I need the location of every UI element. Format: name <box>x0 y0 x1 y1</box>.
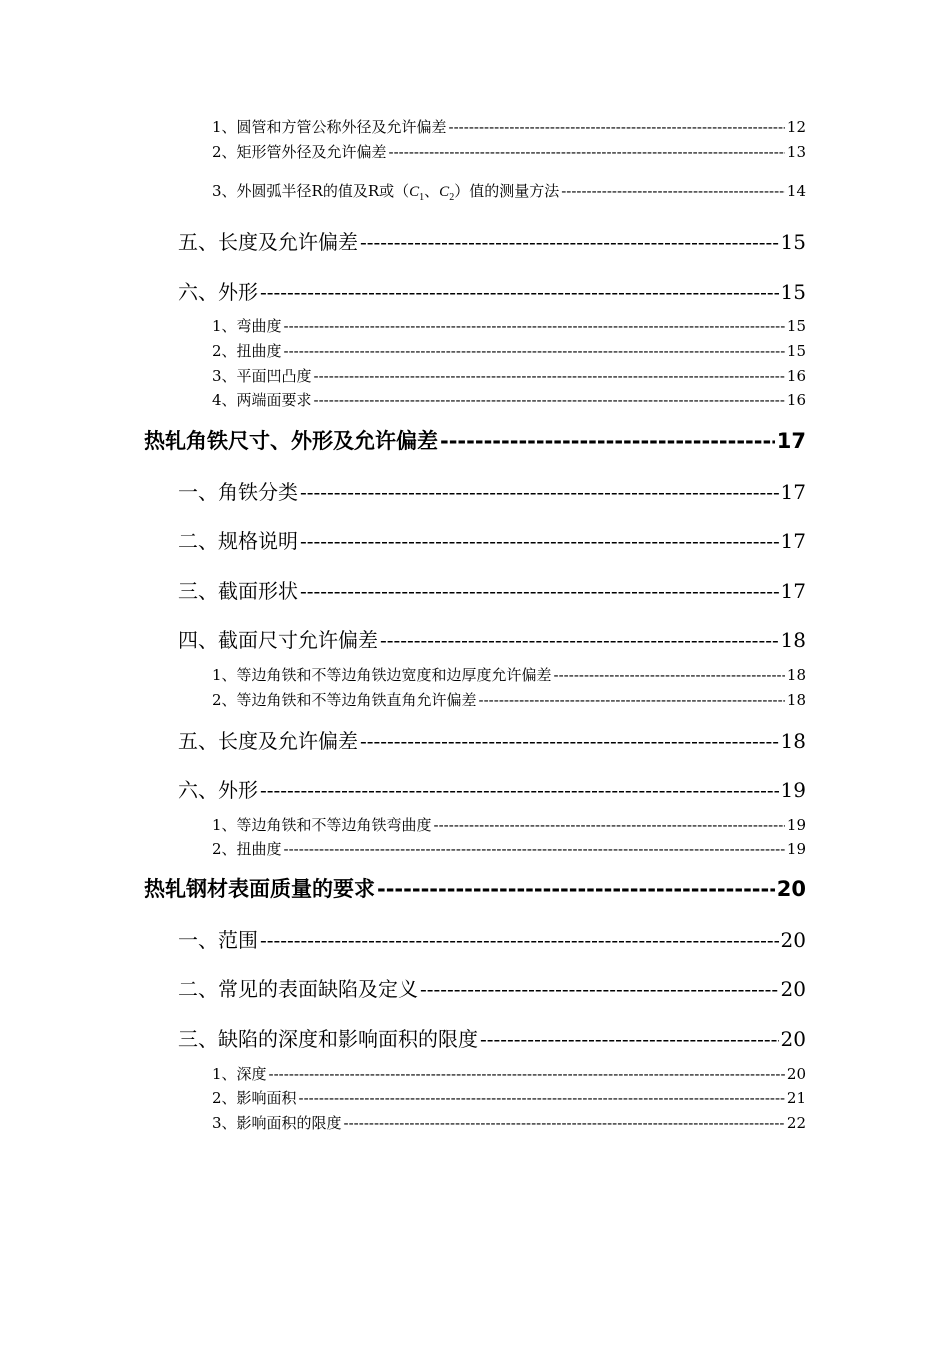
dot-leader <box>434 816 785 834</box>
dot-leader <box>314 391 785 409</box>
toc-entry-title: 1、圆管和方管公称外径及允许偏差 <box>212 118 447 136</box>
toc-entry-title: 五、长度及允许偏差 <box>178 729 358 753</box>
toc-entry-title: 四、截面尺寸允许偏差 <box>178 628 378 652</box>
formula-c1: C <box>409 184 420 200</box>
toc-entry-title: 2、等边角铁和不等边角铁直角允许偏差 <box>212 691 477 709</box>
formula-c2: C <box>439 184 450 200</box>
dot-leader <box>284 840 785 858</box>
toc-entry[interactable] <box>212 389 806 411</box>
toc-page-number: 19 <box>786 840 806 858</box>
toc-entry-title: 一、范围 <box>178 928 258 952</box>
toc-entry-title: 2、影响面积 <box>212 1089 297 1107</box>
toc-entry-title: 三、缺陷的深度和影响面积的限度 <box>178 1027 478 1051</box>
toc-entry[interactable] <box>178 575 806 605</box>
toc-page-number: 18 <box>786 691 806 709</box>
dot-leader <box>344 1114 785 1132</box>
toc-entry-title: 3、影响面积的限度 <box>212 1114 342 1132</box>
dot-leader <box>260 778 779 802</box>
toc-page-number: 16 <box>786 367 806 385</box>
dot-leader <box>479 691 785 709</box>
toc-entry-title: 六、外形 <box>178 778 258 802</box>
dot-leader <box>440 429 775 453</box>
toc-entry[interactable] <box>212 664 806 686</box>
dot-leader <box>360 729 779 753</box>
toc-entry-title: 五、长度及允许偏差 <box>178 230 358 254</box>
dot-leader <box>300 579 779 603</box>
toc-page-number: 12 <box>786 118 806 136</box>
toc-entry[interactable] <box>212 315 806 337</box>
toc-entry[interactable] <box>178 276 806 306</box>
dot-leader <box>260 280 779 304</box>
toc-page-number: 15 <box>786 317 806 335</box>
toc-entry[interactable] <box>178 924 806 954</box>
toc-page-number: 17 <box>780 579 806 603</box>
toc-entry[interactable] <box>212 340 806 362</box>
formula-sep: 、 <box>424 184 440 200</box>
toc-chapter-entry[interactable] <box>144 425 806 455</box>
toc-page-number: 20 <box>780 1027 806 1051</box>
formula-sub1: 1 <box>419 192 425 203</box>
toc-page-number: 18 <box>780 729 806 753</box>
toc-entry-title: 2、矩形管外径及允许偏差 <box>212 143 387 161</box>
toc-entry[interactable] <box>212 814 806 836</box>
toc-page-number: 13 <box>786 143 806 161</box>
dot-leader <box>300 529 779 553</box>
toc-entry-title: 2、扭曲度 <box>212 840 282 858</box>
toc-entry-title: 二、常见的表面缺陷及定义 <box>178 977 418 1001</box>
toc-entry[interactable] <box>178 973 806 1003</box>
dot-leader <box>380 628 779 652</box>
toc-entry-title: 1、深度 <box>212 1065 267 1083</box>
toc-page-number: 20 <box>780 977 806 1001</box>
formula-sub2: 2 <box>449 192 455 203</box>
dot-leader <box>300 480 779 504</box>
toc-page-number: 15 <box>780 280 806 304</box>
toc-page-number: 19 <box>786 816 806 834</box>
toc-chapter-title: 热轧钢材表面质量的要求 <box>144 877 375 901</box>
toc-page-number: 20 <box>786 1065 806 1083</box>
dot-leader <box>269 1065 785 1083</box>
toc-entry[interactable] <box>178 624 806 654</box>
toc-entry[interactable] <box>178 476 806 506</box>
toc-entry-title: 二、规格说明 <box>178 529 298 553</box>
toc-entry[interactable] <box>212 1063 806 1085</box>
toc-entry-title: 2、扭曲度 <box>212 342 282 360</box>
toc-entry[interactable] <box>212 141 806 163</box>
toc-page-number: 18 <box>780 628 806 652</box>
dot-leader <box>554 666 785 684</box>
toc-entry[interactable] <box>212 180 806 210</box>
toc-entry-title: 三、截面形状 <box>178 579 298 603</box>
toc-entry[interactable] <box>212 116 806 138</box>
dot-leader <box>260 928 779 952</box>
toc-page-number: 17 <box>780 529 806 553</box>
dot-leader <box>299 1089 785 1107</box>
toc-entry-title: 1、等边角铁和不等边角铁边宽度和边厚度允许偏差 <box>212 666 552 684</box>
toc-page-number: 15 <box>786 342 806 360</box>
toc-page-number: 15 <box>780 230 806 254</box>
toc-entry[interactable] <box>212 365 806 387</box>
toc-entry[interactable] <box>212 838 806 860</box>
toc-entry[interactable] <box>178 525 806 555</box>
toc-entry[interactable] <box>212 1112 806 1134</box>
dot-leader <box>377 877 775 901</box>
toc-entry-title: 一、角铁分类 <box>178 480 298 504</box>
dot-leader <box>360 230 779 254</box>
toc-chapter-title: 热轧角铁尺寸、外形及允许偏差 <box>144 429 438 453</box>
dot-leader <box>561 182 785 200</box>
toc-page-number: 17 <box>776 429 806 453</box>
toc-page-number: 16 <box>786 391 806 409</box>
toc-chapter-entry[interactable] <box>144 873 806 903</box>
dot-leader <box>314 367 785 385</box>
toc-page-number: 19 <box>780 778 806 802</box>
dot-leader <box>284 342 785 360</box>
toc-entry[interactable] <box>212 689 806 711</box>
toc-entry-title: 1、弯曲度 <box>212 317 282 335</box>
toc-page-number: 14 <box>786 182 806 200</box>
toc-entry-title: 1、等边角铁和不等边角铁弯曲度 <box>212 816 432 834</box>
toc-entry-title: 4、两端面要求 <box>212 391 312 409</box>
toc-entry[interactable] <box>178 226 806 256</box>
toc-page-number: 18 <box>786 666 806 684</box>
toc-entry[interactable] <box>178 725 806 755</box>
toc-entry[interactable] <box>212 1087 806 1109</box>
toc-page-number: 21 <box>786 1089 806 1107</box>
dot-leader <box>420 977 779 1001</box>
toc-entry[interactable] <box>178 1023 806 1053</box>
formula <box>409 184 455 203</box>
dot-leader <box>389 143 785 161</box>
toc-page-number: 22 <box>786 1114 806 1132</box>
toc-entry-title <box>212 180 559 203</box>
toc-entry-title: 3、平面凹凸度 <box>212 367 312 385</box>
toc-entry-title: 六、外形 <box>178 280 258 304</box>
toc-entry[interactable] <box>178 774 806 804</box>
dot-leader <box>449 118 785 136</box>
dot-leader <box>284 317 785 335</box>
toc-page-number: 20 <box>776 877 806 901</box>
dot-leader <box>480 1027 779 1051</box>
toc-page-number: 20 <box>780 928 806 952</box>
title-prefix: 3、外圆弧半径R的值及R或（ <box>212 182 410 200</box>
toc-page-number: 17 <box>780 480 806 504</box>
title-suffix: ）值的测量方法 <box>454 182 560 200</box>
